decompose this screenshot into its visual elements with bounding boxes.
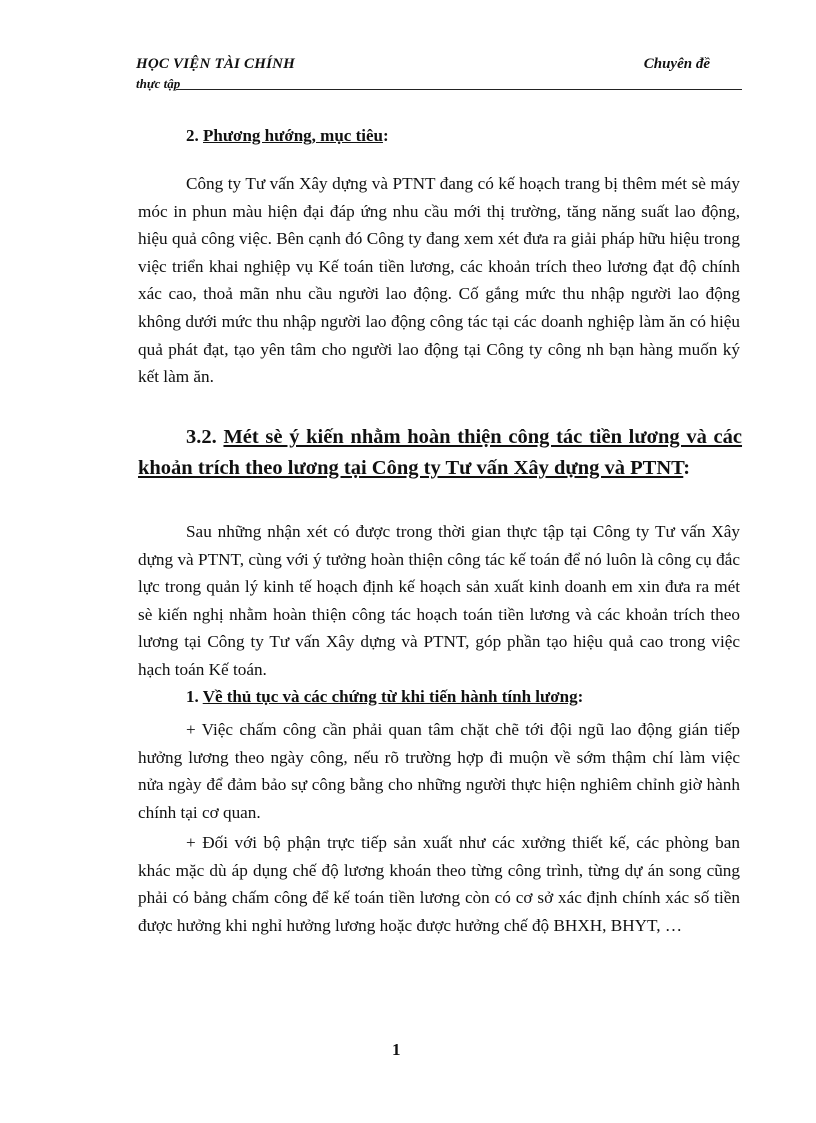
paragraph-plan [138, 170, 740, 391]
subsection-colon: : [577, 687, 584, 706]
section-title: Mét sè ý kiến nhằm hoàn thiện công tác tiền lương và các khoản trích theo lương tại Công ty Tư vấn Xây dựng và PTNT [138, 426, 743, 479]
subsection-heading-1 [186, 687, 583, 707]
section-title: Phương hướng, mục tiêu [203, 126, 383, 145]
paragraph-intro [138, 518, 740, 684]
section-number: 2. [186, 126, 199, 145]
header-institution: HỌC VIỆN TÀI CHÍNH [136, 56, 296, 72]
paragraph-production-dept-text: + Đối với bộ phận trực tiếp sản xuất như các xưởng thiết kế, các phòng ban khác mặc dù áp dụng chế độ lương khoán theo từng công trình, từng dự án song cũng phải có bảng chấm công để kế toán tiền lương còn có cơ sở xác định chính xác số tiền được hưởng khi nghỉ hưởng lương hoặc được hưởng chế độ BHXH, BHYT, … [138, 833, 740, 935]
paragraph-timekeeping-text: + Việc chấm công cần phải quan tâm chặt chẽ tới đội ngũ lao động gián tiếp hưởng lương theo ngày công, nếu rõ trường hợp đi muộn về sớm thậm chí làm việc nửa ngày để đảm bảo sự công bằng cho những người thực hiện nghiêm chỉnh giờ hành chính tại cơ quan. [138, 720, 740, 822]
paragraph-intro-text: Sau những nhận xét có được trong thời gian thực tập tại Công ty Tư vấn Xây dựng và PTNT, cùng với ý tưởng hoàn thiện công tác kế toán để nó luôn là công cụ đắc lực trong quản lý kinh tế hoạch định kế hoạch sản xuất kinh doanh em xin đưa ra mét sè kiến nghị nhằm hoàn thiện công tác hoạch toán tiền lương và các khoản trích theo lương tại Công ty Tư vấn Xây dựng và PTNT, góp phần tạo hiệu quả cao trong việc hạch toán Kế toán. [138, 522, 740, 679]
paragraph-plan-text: Công ty Tư vấn Xây dựng và PTNT đang có kế hoạch trang bị thêm mét sè máy móc in phun màu hiện đại đáp ứng nhu cầu mới thị trường, tăng năng suất lao động, hiệu quả công việc. Bên cạnh đó Công ty đang xem xét đưa ra giải pháp hữu hiệu trong việc triển khai nghiệp vụ Kế toán tiền lương, các khoản trích theo lương đạt độ chính xác cao, thoả mãn nhu cầu người lao động. Cố gắng mức thu nhập người lao động không dưới mức thu nhập người lao động công tác tại các doanh nghiệp làm ăn có hiệu quả phát đạt, tạo yên tâm cho người lao động tại Công ty công nh bạn hàng muốn ký kết làm ăn. [138, 174, 740, 387]
subsection-title: Về thủ tục và các chứng từ khi tiến hành tính lương [202, 687, 578, 706]
section-colon: : [382, 126, 389, 145]
paragraph-production-dept [138, 829, 740, 939]
section-heading-3-2 [138, 422, 742, 484]
subsection-number: 1. [186, 687, 199, 706]
header-document-type-cont: thực tập [136, 76, 181, 91]
header-document-type: Chuyên đề [643, 56, 710, 72]
header-rule [176, 89, 742, 90]
page-number: 1 [392, 1040, 401, 1059]
section-heading-2 [186, 126, 389, 146]
paragraph-timekeeping [138, 716, 740, 826]
section-colon: : [683, 457, 691, 479]
section-number: 3.2. [186, 426, 217, 448]
